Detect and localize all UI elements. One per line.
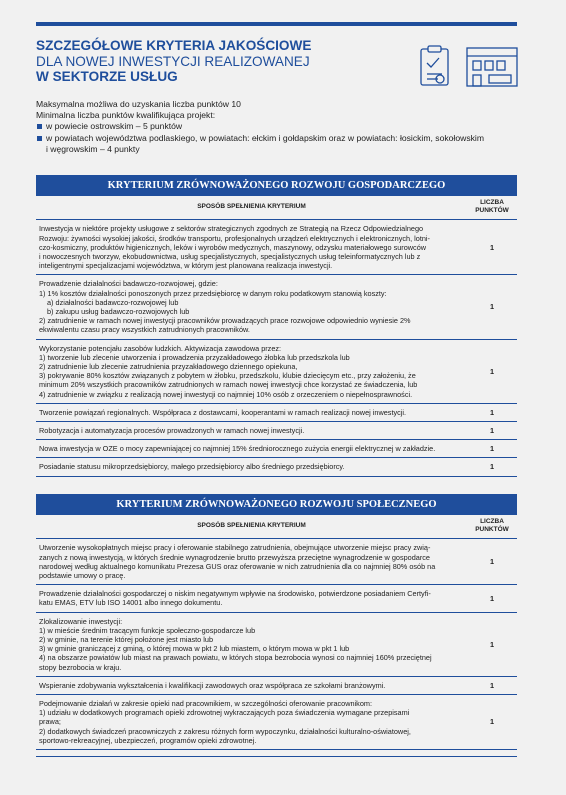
criterion-line: Wykorzystanie potencjału zasobów ludzkich. Aktywizacja zawodowa przez:	[39, 343, 282, 353]
table-row	[36, 403, 517, 421]
column-header-method: SPOSÓB SPEŁNIENIA KRYTERIUM	[36, 515, 467, 539]
table-row	[36, 676, 517, 694]
criterion-points: 1	[467, 612, 517, 676]
title-line-3: W SEKTORZE USŁUG	[36, 69, 178, 84]
section-economic-heading: KRYTERIUM ZRÓWNOWAŻONEGO ROZWOJU GOSPODARCZEGO	[36, 175, 517, 196]
criterion-line: minimum 20% wszystkich pracowników zatrudnionych w ramach nowej inwestycji chce korzystać ze świadczenia, lub	[39, 380, 418, 390]
criterion-line: Posiadanie statusu mikroprzedsiębiorcy, małego przedsiębiorcy albo średniego przedsiębiorcy.	[39, 462, 345, 472]
criterion-line: stopy bezrobocia w kraju.	[39, 662, 122, 672]
column-header-points-line-1: LICZBA	[480, 199, 504, 206]
intro-block	[36, 99, 517, 155]
criterion-line: Tworzenie powiązań regionalnych. Współpraca z dostawcami, kooperantami w ramach realizacji nowej inwestycji.	[39, 407, 407, 417]
criterion-description	[36, 695, 467, 750]
max-points-text: Maksymalna możliwa do uzyskania liczba punktów 10	[36, 99, 241, 109]
criterion-line: Inwestycja w niektóre projekty usługowe z sektorów strategicznych zgodnych ze Strategią na Rzecz Odpowiedzialnego	[39, 224, 424, 234]
criterion-points: 1	[467, 539, 517, 585]
criterion-line: narodowej według aktualnego komunikatu Prezesa GUS oraz oferowanie w nich zatrudnienia dla co najmniej 80% osób na	[39, 561, 436, 571]
table-header-row	[36, 196, 517, 220]
criterion-description	[36, 275, 467, 339]
criterion-points: 1	[467, 440, 517, 458]
criterion-description	[36, 458, 467, 476]
criterion-line: Utworzenie wysokopłatnych miejsc pracy i oferowanie stabilnego zatrudnienia, obejmujące utworzenie miejsc pracy zwią-	[39, 543, 431, 553]
criterion-points: 1	[467, 339, 517, 403]
criterion-line: 1) udziału w dodatkowych programach opieki zdrowotnej wykraczających poza świadczenia wymagane przepisami	[39, 708, 410, 718]
criterion-line: katu EMAS, ETV lub ISO 14001 albo innego dokumentu.	[39, 598, 223, 608]
criterion-description	[36, 676, 467, 694]
criterion-line: Robotyzacja i automatyzacja procesów prowadzonych w ramach nowej inwestycji.	[39, 426, 305, 436]
criterion-line: 1) tworzenie lub zlecenie utworzenia i prowadzenia przyzakładowego żłobka lub przedszkola lub	[39, 352, 350, 362]
criterion-description	[36, 220, 467, 275]
table-header-row	[36, 515, 517, 539]
min-points-text: Minimalna liczba punktów kwalifikująca projekt:	[36, 110, 216, 121]
criterion-points: 1	[467, 220, 517, 275]
title-line-1: SZCZEGÓŁOWE KRYTERIA JAKOŚCIOWE	[36, 38, 312, 53]
criterion-description	[36, 422, 467, 440]
table-row	[36, 695, 517, 750]
section-economic	[36, 175, 517, 477]
criterion-description	[36, 403, 467, 421]
criterion-line: 4) na obszarze powiatów lub miast na prawach powiatu, w których stopa bezrobocia wynosi co najmniej 160% przeciętnej	[39, 653, 432, 663]
section-social	[36, 494, 517, 750]
criterion-line: podstawie umowy o pracę.	[39, 571, 126, 581]
criterion-line: Zlokalizowanie inwestycji:	[39, 616, 123, 626]
column-header-points-line-2: PUNKTÓW	[475, 207, 509, 215]
criteria-table-economic	[36, 196, 517, 477]
bullet-item-2	[36, 133, 517, 155]
column-header-points-line-2: PUNKTÓW	[475, 526, 509, 534]
criterion-line: Wspieranie zdobywania wykształcenia i kwalifikacji zawodowych oraz współpraca ze szkołami branżowymi.	[39, 680, 386, 690]
criterion-line: Prowadzenie działalności gospodarczej o niskim negatywnym wpływie na środowisko, potwierdzone posiadaniem Certyfi-	[39, 589, 431, 599]
criterion-line: b) zakupu usług badawczo-rozwojowych lub	[47, 307, 190, 317]
criterion-line: 2) zatrudnienie lub zlecenie zatrudnienia przyzakładowego dziennego opiekuna,	[39, 362, 298, 372]
criterion-points: 1	[467, 422, 517, 440]
column-header-method: SPOSÓB SPEŁNIENIA KRYTERIUM	[36, 196, 467, 220]
criterion-line: 2) zatrudnienie w ramach nowej inwestycji pracowników prowadzących prace rozwojowe odpowiednio wyniesie 2%	[39, 316, 411, 326]
criterion-points: 1	[467, 275, 517, 339]
criteria-rows-social	[36, 539, 517, 750]
top-accent-bar	[36, 22, 517, 26]
table-row	[36, 422, 517, 440]
bullet-item-1: w powiecie ostrowskim – 5 punktów	[36, 121, 517, 132]
criterion-description	[36, 539, 467, 585]
criterion-line: zanych z nową inwestycją, w których średnie wynagrodzenie brutto przewyższa przeciętne wynagrodzenie w gospodarce	[39, 552, 430, 562]
table-row	[36, 585, 517, 612]
column-header-points	[467, 515, 517, 539]
criterion-line: a) działalności badawczo-rozwojowej lub	[47, 297, 179, 307]
criterion-points: 1	[467, 403, 517, 421]
criterion-line: 4) zatrudnienie w związku z realizacją nowej inwestycji co najmniej 10% osób z orzeczeniem o niepełnosprawności.	[39, 389, 413, 399]
bullet-item-2-line-2: i węgrowskim – 4 punkty	[46, 143, 140, 154]
criterion-line: Podejmowanie działań w zakresie opieki nad pracownikiem, w szczególności oferowanie pracownikom:	[39, 699, 372, 709]
table-row	[36, 458, 517, 476]
criterion-line: inteligentnymi specjalizacjami województwa, w którym jest planowana realizacja inwestycji.	[39, 261, 333, 271]
criterion-description	[36, 585, 467, 612]
criterion-points: 1	[467, 458, 517, 476]
table-row	[36, 440, 517, 458]
section-social-heading: KRYTERIUM ZRÓWNOWAŻONEGO ROZWOJU SPOŁECZNEGO	[36, 494, 517, 515]
criterion-line: 2) w gminie, na terenie której położone jest miasto lub	[39, 635, 213, 645]
header-illustration	[419, 44, 519, 90]
criterion-line: 1) w mieście średnim tracącym funkcje społeczno-gospodarcze lub	[39, 625, 256, 635]
criterion-line: 1) 1% kosztów działalności ponoszonych przez przedsiębiorcę w danym roku podatkowym stanowią koszty:	[39, 288, 387, 298]
column-header-points	[467, 196, 517, 220]
criterion-line: Prowadzenie działalności badawczo-rozwojowej, gdzie:	[39, 279, 218, 289]
criterion-points: 1	[467, 695, 517, 750]
criterion-line: i nowoczesnych tworzyw, ekobudownictwa, usług specjalistycznych, specjalistycznych usług teleinformatycznych lub z	[39, 252, 421, 262]
criterion-line: Rozwoju: żywności wysokiej jakości, środków transportu, profesjonalnych urządzeń elektrycznych i elektronicznych, lotni-	[39, 233, 430, 243]
criterion-line: Nowa inwestycja w OZE o mocy zapewniającej co najmniej 15% średniorocznego zużycia energii elektrycznej w zakładzie.	[39, 444, 436, 454]
criterion-line: prawa;	[39, 717, 61, 727]
criteria-table-social	[36, 515, 517, 750]
criterion-line: 2) dodatkowych świadczeń pracowniczych z zakresu różnych form wypoczynku, działalności kulturalno-oświatowej,	[39, 726, 411, 736]
page-title	[36, 38, 366, 85]
criterion-description	[36, 440, 467, 458]
table-row	[36, 275, 517, 339]
table-row	[36, 220, 517, 275]
criterion-line: sportowo-rekreacyjnej, ubezpieczeń, programów opieki zdrowotnej.	[39, 735, 257, 745]
table-row	[36, 539, 517, 585]
criterion-description	[36, 612, 467, 676]
table-row	[36, 339, 517, 403]
bottom-divider	[36, 756, 517, 757]
column-header-points-line-1: LICZBA	[480, 518, 504, 525]
title-line-2: DLA NOWEJ INWESTYCJI REALIZOWANEJ	[36, 53, 310, 69]
criterion-points: 1	[467, 585, 517, 612]
criteria-rows-economic	[36, 220, 517, 476]
criterion-line: 3) w gminie graniczącej z gminą, o której mowa w pkt 2 lub miastem, o którym mowa w pkt 1 lub	[39, 644, 350, 654]
clipboard-building-icon	[419, 44, 519, 90]
criterion-line: ekwiwalentu czasu pracy wszystkich zatrudnionych pracowników.	[39, 325, 250, 335]
criterion-line: 3) pokrywanie 80% kosztów związanych z pobytem w żłobku, przedszkolu, klubie dziecięcym etc., przy założeniu, że	[39, 371, 416, 381]
criterion-line: czo-kosmiczny, produktów higienicznych, leków i wyrobów medycznych, maszynowy, odzysku materiałowego surowców	[39, 242, 427, 252]
criterion-description	[36, 339, 467, 403]
criterion-points: 1	[467, 676, 517, 694]
bullet-item-2-line-1: w powiatach województwa podlaskiego, w powiatach: ełckim i gołdapskim oraz w powiatach: łosickim, sokołowskim	[46, 132, 484, 143]
table-row	[36, 612, 517, 676]
